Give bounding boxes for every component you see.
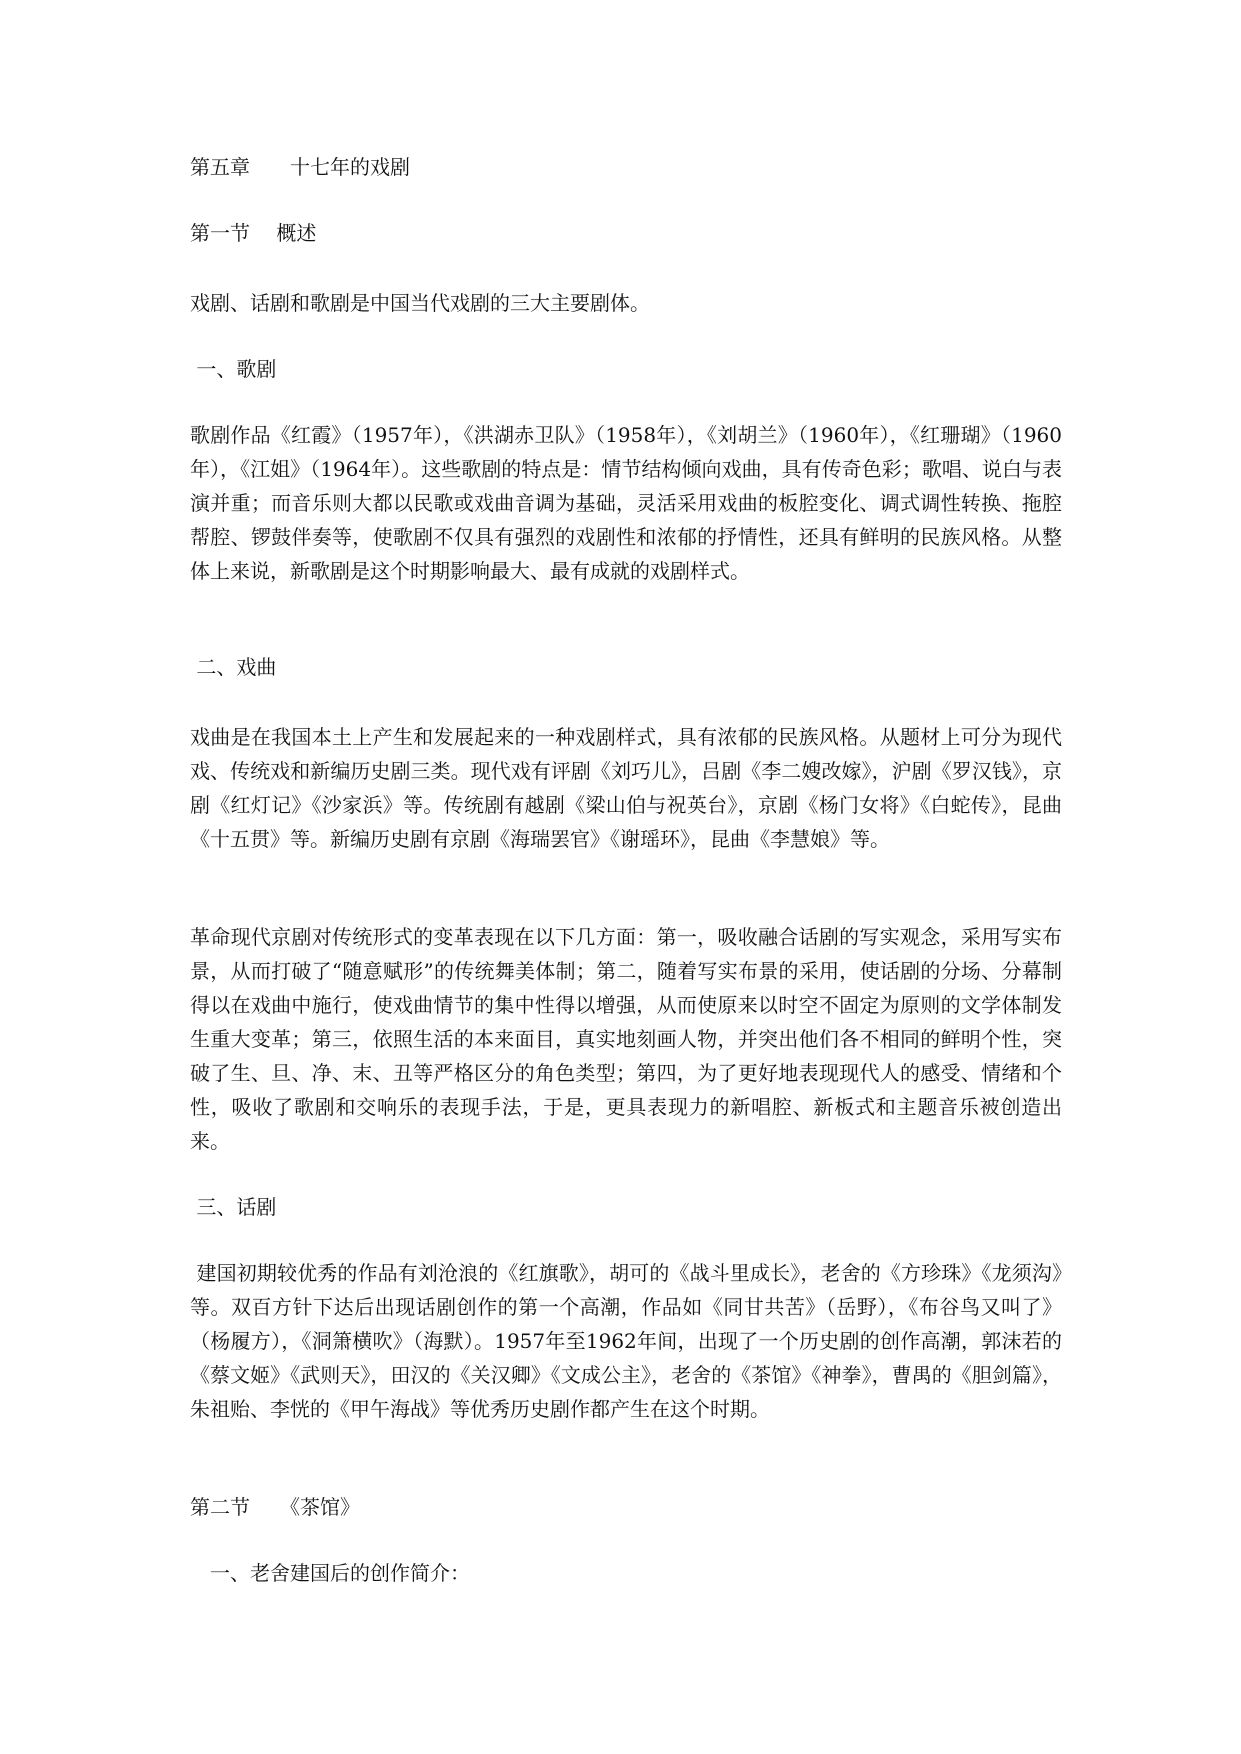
paragraph-huaju: 建国初期较优秀的作品有刘沧浪的《红旗歌》，胡可的《战斗里成长》，老舍的《方珍珠》《龙须沟》等。双百方针下达后出现话剧创作的第一个高潮，作品如《同甘共苦》（岳野），《布谷鸟又叫了》（杨履方），《洞箫横吹》（海默）。1957年至1962年间，出现了一个历史剧的创作高潮，郭沫若的《蔡文姬》《武则天》，田汉的《关汉卿》《文成公主》，老舍的《茶馆》《神拳》，曹禺的《胆剑篇》，朱祖贻、李恍的《甲午海战》等优秀历史剧作都产生在这个时期。 [190, 1261, 1062, 1421]
heading-xiqu: 二、戏曲 [190, 655, 277, 679]
heading-huaju: 三、话剧 [190, 1195, 277, 1219]
section-2-title: 第二节 《茶馆》 [190, 1495, 360, 1519]
paragraph-opera: 歌剧作品《红霞》（1957年），《洪湖赤卫队》（1958年），《刘胡兰》（1960年），《红珊瑚》（1960年），《江姐》（1964年）。这些歌剧的特点是：情节结构倾向戏曲，具有传奇色彩；歌唱、说白与表演并重；而音乐则大都以民歌或戏曲音调为基础，灵活采用戏曲的板腔变化、调式调性转换、拖腔帮腔、锣鼓伴奏等，使歌剧不仅具有强烈的戏剧性和浓郁的抒情性，还具有鲜明的民族风格。从整体上来说，新歌剧是这个时期影响最大、最有成就的戏剧样式。 [190, 423, 1062, 583]
chapter-title: 第五章 十七年的戏剧 [190, 155, 410, 179]
heading-opera: 一、歌剧 [190, 357, 277, 381]
section-1-title: 第一节 概述 [190, 221, 317, 245]
paragraph-xiqu-1: 戏曲是在我国本土上产生和发展起来的一种戏剧样式，具有浓郁的民族风格。从题材上可分为现代戏、传统戏和新编历史剧三类。现代戏有评剧《刘巧儿》，吕剧《李二嫂改嫁》，沪剧《罗汉钱》，京剧《红灯记》《沙家浜》等。传统剧有越剧《梁山伯与祝英台》，京剧《杨门女将》《白蛇传》，昆曲《十五贯》等。新编历史剧有京剧《海瑞罢官》《谢瑶环》，昆曲《李慧娘》等。 [190, 725, 1062, 851]
intro-paragraph: 戏剧、话剧和歌剧是中国当代戏剧的三大主要剧体。 [190, 291, 650, 315]
subheading-laoshe: 一、老舍建国后的创作简介： [190, 1561, 470, 1585]
paragraph-xiqu-2: 革命现代京剧对传统形式的变革表现在以下几方面：第一，吸收融合话剧的写实观念，采用写实布景，从而打破了“随意赋形”的传统舞美体制；第二，随着写实布景的采用，使话剧的分场、分幕制得以在戏曲中施行，使戏曲情节的集中性得以增强，从而使原来以时空不固定为原则的文学体制发生重大变革；第三，依照生活的本来面目，真实地刻画人物，并突出他们各不相同的鲜明个性，突破了生、旦、净、末、丑等严格区分的角色类型；第四，为了更好地表现现代人的感受、情绪和个性，吸收了歌剧和交响乐的表现手法，于是，更具表现力的新唱腔、新板式和主题音乐被创造出来。 [190, 925, 1062, 1153]
